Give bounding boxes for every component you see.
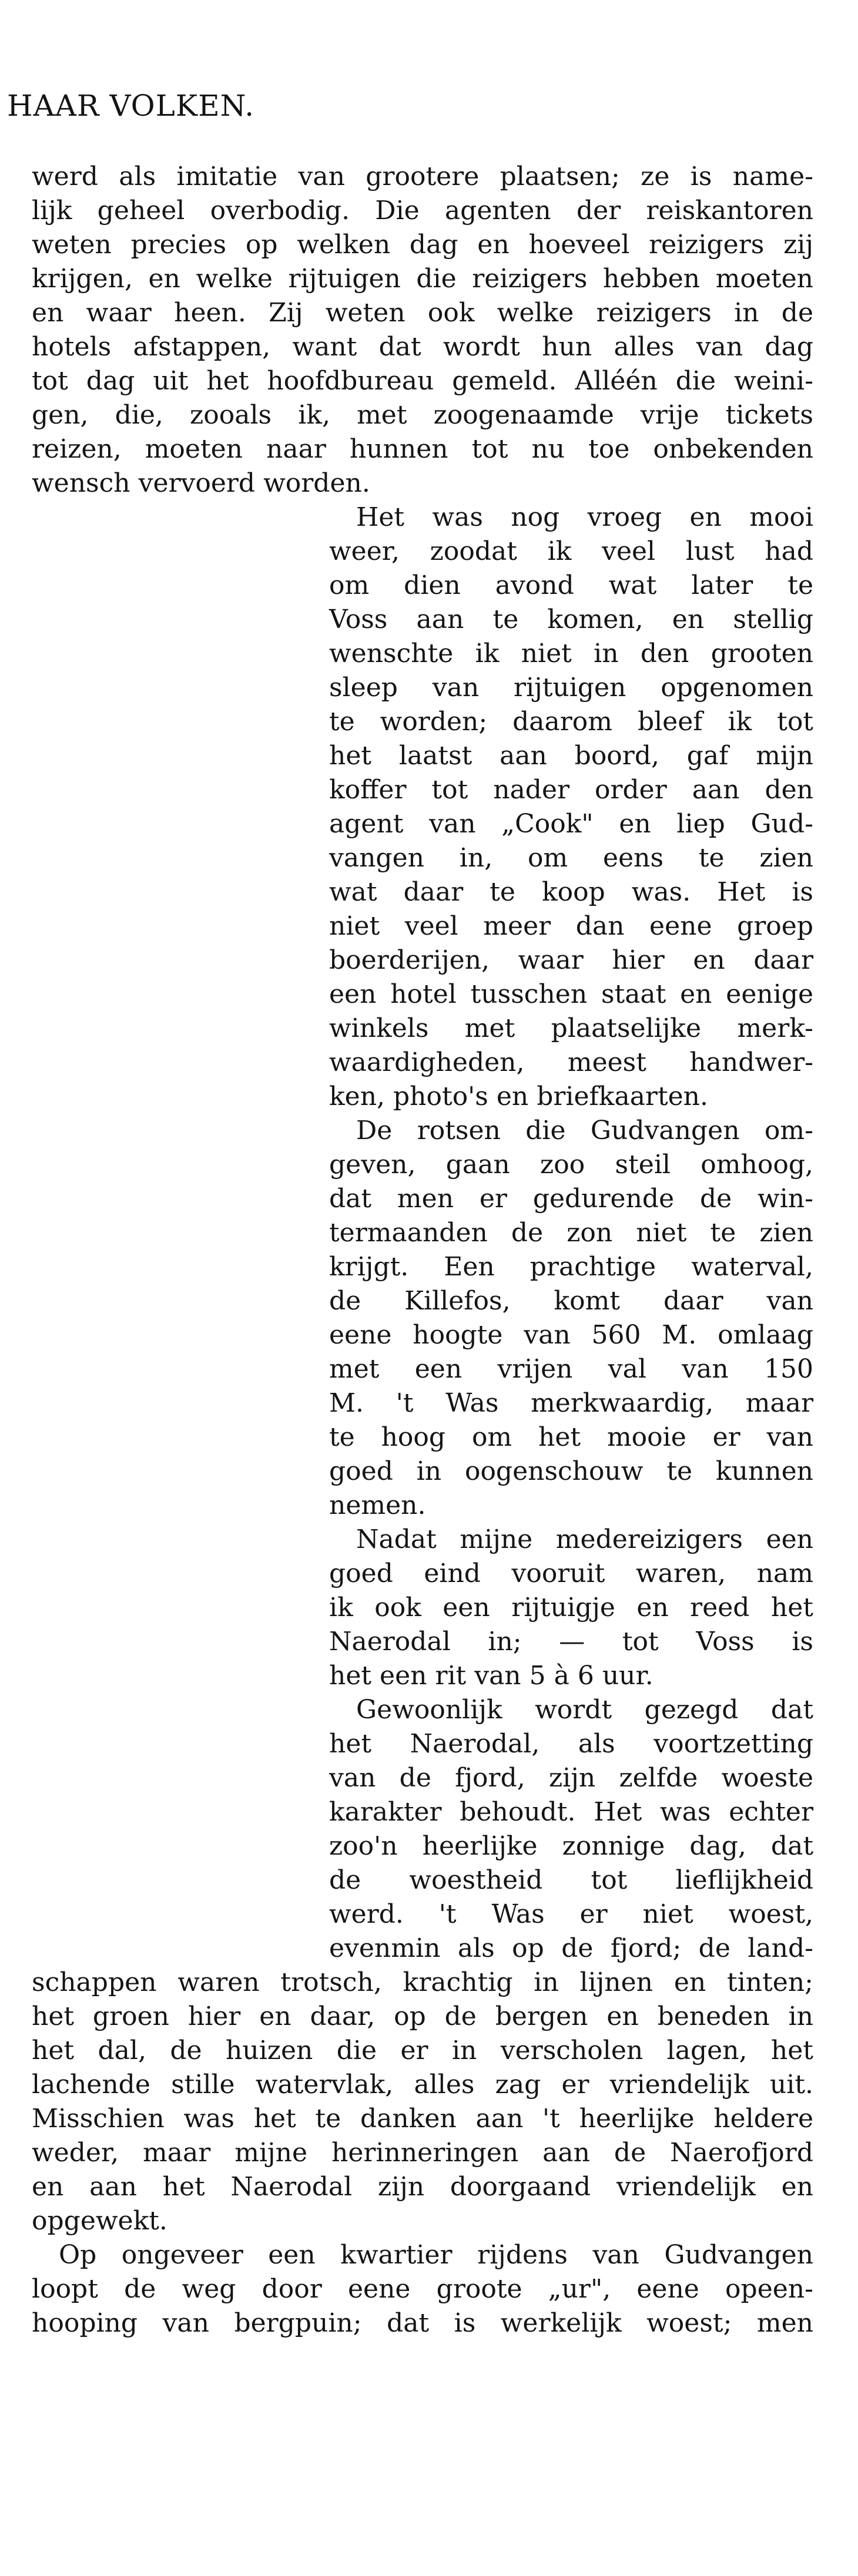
text-line: Het was nog vroeg en mooi — [356, 502, 813, 532]
text-line: om dien avond wat later te — [329, 570, 813, 600]
text-line: Naerodal in; — tot Voss is — [329, 1627, 813, 1657]
text-line: een hotel tusschen staat en eenige — [329, 979, 813, 1009]
text-line: niet veel meer dan eene groep — [329, 911, 813, 941]
text-line: reizen, moeten naar hunnen tot nu toe onbekenden — [32, 434, 813, 464]
text-line: goed eind vooruit waren, nam — [329, 1559, 813, 1588]
text-line: het groen hier en daar, op de bergen en beneden in — [32, 2001, 813, 2031]
text-line: wat daar te koop was. Het is — [329, 877, 813, 907]
text-line: Voss aan te komen, en stellig — [329, 604, 813, 634]
text-line: het een rit van 5 à 6 uur. — [329, 1661, 653, 1691]
text-line: boerderijen, waar hier en daar — [329, 945, 813, 975]
text-line: ik ook een rijtuigje en reed het — [329, 1593, 813, 1623]
text-line: goed in oogenschouw te kunnen — [329, 1456, 813, 1486]
text-line: de Killefos, komt daar van — [329, 1286, 813, 1316]
text-line: van de fjord, zijn zelfde woeste — [329, 1763, 813, 1793]
text-line: wenschte ik niet in den grooten — [329, 639, 813, 669]
text-line: de woestheid tot lieflijkheid — [329, 1865, 813, 1895]
text-line: te worden; daarom bleef ik tot — [329, 707, 813, 737]
text-line: evenmin als op de fjord; de land- — [329, 1933, 813, 1963]
text-line: te hoog om het mooie er van — [329, 1422, 813, 1452]
text-line: eene hoogte van 560 M. omlaag — [329, 1320, 813, 1350]
text-line: agent van „Cook" en liep Gud- — [329, 809, 813, 839]
text-line: vangen in, om eens te zien — [329, 843, 813, 873]
text-line: Nadat mijne medereizigers een — [356, 1524, 813, 1554]
text-line: werd als imitatie van grootere plaatsen; ze is name- — [32, 162, 813, 192]
text-line: winkels met plaatselijke merk- — [329, 1013, 813, 1043]
text-line: wensch vervoerd worden. — [32, 468, 370, 498]
text-line: hooping van bergpuin; dat is werkelijk woest; men — [32, 2308, 813, 2338]
text-line: Op ongeveer een kwartier rijdens van Gudvangen — [59, 2240, 813, 2270]
text-line: met een vrijen val van 150 — [329, 1354, 813, 1384]
text-line: krijgt. Een prachtige waterval, — [329, 1252, 813, 1282]
text-line: lachende stille watervlak, alles zag er vriendelijk uit. — [32, 2070, 813, 2100]
text-line: weer, zoodat ik veel lust had — [329, 536, 813, 566]
text-line: gen, die, zooals ik, met zoogenaamde vrije tickets — [32, 400, 813, 430]
text-line: Gewoonlijk wordt gezegd dat — [356, 1695, 813, 1725]
text-line: geven, gaan zoo steil omhoog, — [329, 1150, 813, 1180]
text-line: nemen. — [329, 1490, 426, 1520]
text-line: en aan het Naerodal zijn doorgaand vriendelijk en — [32, 2172, 813, 2202]
text-line: schappen waren trotsch, krachtig in lijnen en tinten; — [32, 1967, 813, 1997]
text-line: opgewekt. — [32, 2206, 167, 2236]
text-line: het Naerodal, als voortzetting — [329, 1729, 813, 1759]
text-line: werd. 't Was er niet woest, — [329, 1899, 813, 1929]
text-line: ken, photo's en briefkaarten. — [329, 1082, 709, 1111]
text-line: tot dag uit het hoofdbureau gemeld. Alléén die weini- — [32, 366, 813, 396]
running-head: HAAR VOLKEN. — [7, 89, 255, 123]
text-line: M. 't Was merkwaardig, maar — [329, 1388, 813, 1418]
text-line: het laatst aan boord, gaf mijn — [329, 741, 813, 771]
text-line: weten precies op welken dag en hoeveel reizigers zij — [32, 230, 813, 260]
text-line: loopt de weg door eene groote „ur", eene opeen- — [32, 2274, 813, 2304]
text-line: koffer tot nader order aan den — [329, 775, 813, 805]
text-line: hotels afstappen, want dat wordt hun alles van dag — [32, 332, 813, 362]
text-line: termaanden de zon niet te zien — [329, 1218, 813, 1248]
text-line: en waar heen. Zij weten ook welke reizigers in de — [32, 298, 813, 328]
text-line: dat men er gedurende de win- — [329, 1184, 813, 1214]
text-line: Misschien was het te danken aan 't heerlijke heldere — [32, 2104, 813, 2134]
text-line: De rotsen die Gudvangen om- — [356, 1116, 813, 1146]
text-line: sleep van rijtuigen opgenomen — [329, 673, 813, 703]
text-line: lijk geheel overbodig. Die agenten der reiskantoren — [32, 196, 813, 226]
text-line: zoo'n heerlijke zonnige dag, dat — [329, 1831, 813, 1861]
text-line: karakter behoudt. Het was echter — [329, 1797, 813, 1827]
text-line: het dal, de huizen die er in verscholen lagen, het — [32, 2036, 813, 2065]
text-line: weder, maar mijne herinneringen aan de Naerofjord — [32, 2138, 813, 2168]
text-line: krijgen, en welke rijtuigen die reizigers hebben moeten — [32, 264, 813, 294]
text-line: waardigheden, meest handwer- — [329, 1047, 813, 1077]
